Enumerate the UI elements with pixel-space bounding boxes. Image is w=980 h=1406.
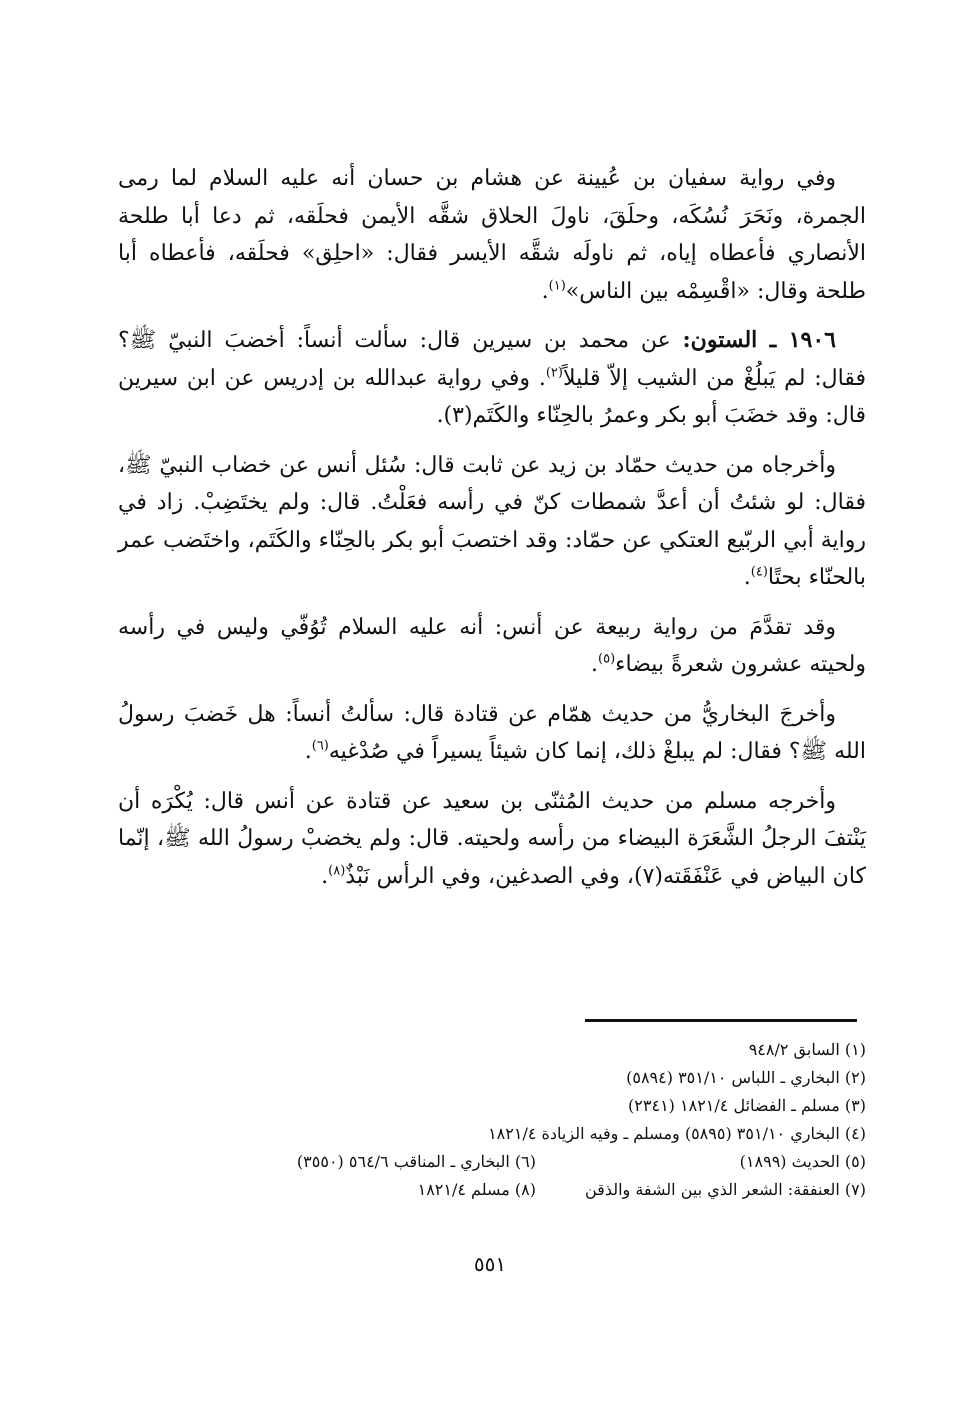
footnote: (٦) البخاري ـ المناقب ٥٦٤/٦ (٣٥٥٠): [296, 1152, 536, 1171]
paragraph-tail: .: [304, 739, 312, 764]
footnote-row: [118, 1148, 866, 1176]
paragraph: [118, 160, 866, 310]
hadith-heading: ١٩٠٦ ـ الستون:: [682, 327, 836, 353]
footnote-divider: [585, 1019, 857, 1022]
paragraph-tail: .: [321, 863, 329, 889]
paragraph-text: عن محمد بن سيرين قال: سألت أنساً: أخضبَ النبيّ ﷺ؟ فقال: لم يَبلُغْ من الشيب إلاّ قليلاً: [118, 328, 866, 391]
footnote: (٤) البخاري ٣٥١/١٠ (٥٨٩٥) ومسلم ـ وفيه الزيادة ١٨٢١/٤: [488, 1124, 866, 1143]
footnotes: [118, 1036, 866, 1204]
page-number: ٥٥١: [473, 1252, 507, 1276]
footnote-row: [118, 1036, 866, 1064]
footnote: (٢) البخاري ـ اللباس ٣٥١/١٠ (٥٨٩٤): [626, 1068, 866, 1087]
paragraph-text: وأخرجه مسلم من حديث المُثنّى بن سعيد عن قتادة عن أنس قال: يُكْرَه أن يَنْتفَ الرجلُ الشَّعَرَة البيضاء من رأسه ولحيته. قال: ولم يخضبْ رسولُ الله ﷺ، إنّما كان البياض في عَنْفَقَته(٧)، وفي الصدغين، وفي الرأس نَبْذٌ: [118, 788, 866, 889]
paragraph: [118, 447, 866, 597]
paragraph-tail: .: [591, 652, 598, 677]
footnote-ref: (٥): [598, 651, 616, 667]
footnote-ref: (٦): [311, 738, 329, 754]
paragraph-text: وقد تقدَّمَ من رواية ربيعة عن أنس: أنه عليه السلام تُوُفّي وليس في رأسه ولحيته عشرون شعرةً بيضاء: [118, 614, 866, 677]
paragraph: [118, 696, 866, 771]
footnote: (٥) الحديث (١٨٩٩): [739, 1152, 866, 1171]
paragraph: [118, 783, 866, 896]
footnote-ref: (١): [548, 278, 566, 294]
main-text: [118, 160, 866, 907]
footnote: (٣) مسلم ـ الفضائل ١٨٢١/٤ (٢٣٤١): [628, 1096, 866, 1115]
footnote: (٨) مسلم ١٨٢١/٤: [417, 1180, 536, 1199]
paragraph-text: وفي رواية سفيان بن عُيينة عن هشام بن حسان أنه عليه السلام لما رمى الجمرة، ونَحَرَ نُسُكَه، وحلَقَ، ناولَ الحلاق شقَّه الأيمن فحلَقه، ثم دعا أبا طلحة الأنصاري فأعطاه إياه، ثم ناولَه شقَّه الأيسر فقال: «احلِق» فحلَقه، فأعطاه أبا طلحة وقال: «اقْسِمْه بين الناس»: [118, 166, 866, 304]
paragraph-tail: .: [743, 565, 751, 590]
footnote-ref: (٤): [750, 564, 768, 580]
footnote-row: [118, 1176, 866, 1204]
footnote-row: [118, 1092, 866, 1120]
footnote-ref: (٨): [328, 863, 346, 879]
footnote: (١) السابق ٩٤٨/٢: [748, 1040, 866, 1059]
footnote-row: [118, 1120, 866, 1148]
footnote-row: [118, 1064, 866, 1092]
paragraph: [118, 322, 866, 435]
paragraph-tail: .: [541, 278, 549, 304]
footnote-ref: (٢): [545, 365, 563, 381]
paragraph: [118, 609, 866, 684]
paragraph-text: وأخرجَ البخاريُّ من حديث همّام عن قتادة قال: سألتُ أنساً: هل خَضبَ رسولُ الله ﷺ؟ فقال: لم يبلغْ ذلك، إنما كان شيئاً يسيراً في صُدْغيه: [118, 701, 866, 764]
paragraph-text: وأخرجاه من حديث حمّاد بن زيد عن ثابت قال: سُئل أنس عن خضاب النبيّ ﷺ، فقال: لو شئتُ أن أعدَّ شمطات كنّ في رأسه فعَلْتُ. قال: ولم يختَضِبْ. زاد في رواية أبي الربّيع العتكي عن حمّاد: وقد اختصبَ أبو بكر بالحِنّاء والكَتَم، واختَضب عمر بالحنّاء بحتًا: [118, 452, 866, 590]
footnote: (٧) العنفقة: الشعر الذي بين الشفة والذقن: [584, 1180, 866, 1199]
paragraph-tail: . وفي رواية عبدالله بن إدريس عن ابن سيرين قال: وقد خضَبَ أبو بكر وعمرُ بالحِنّاء والكَتَم(٣).: [118, 365, 866, 428]
